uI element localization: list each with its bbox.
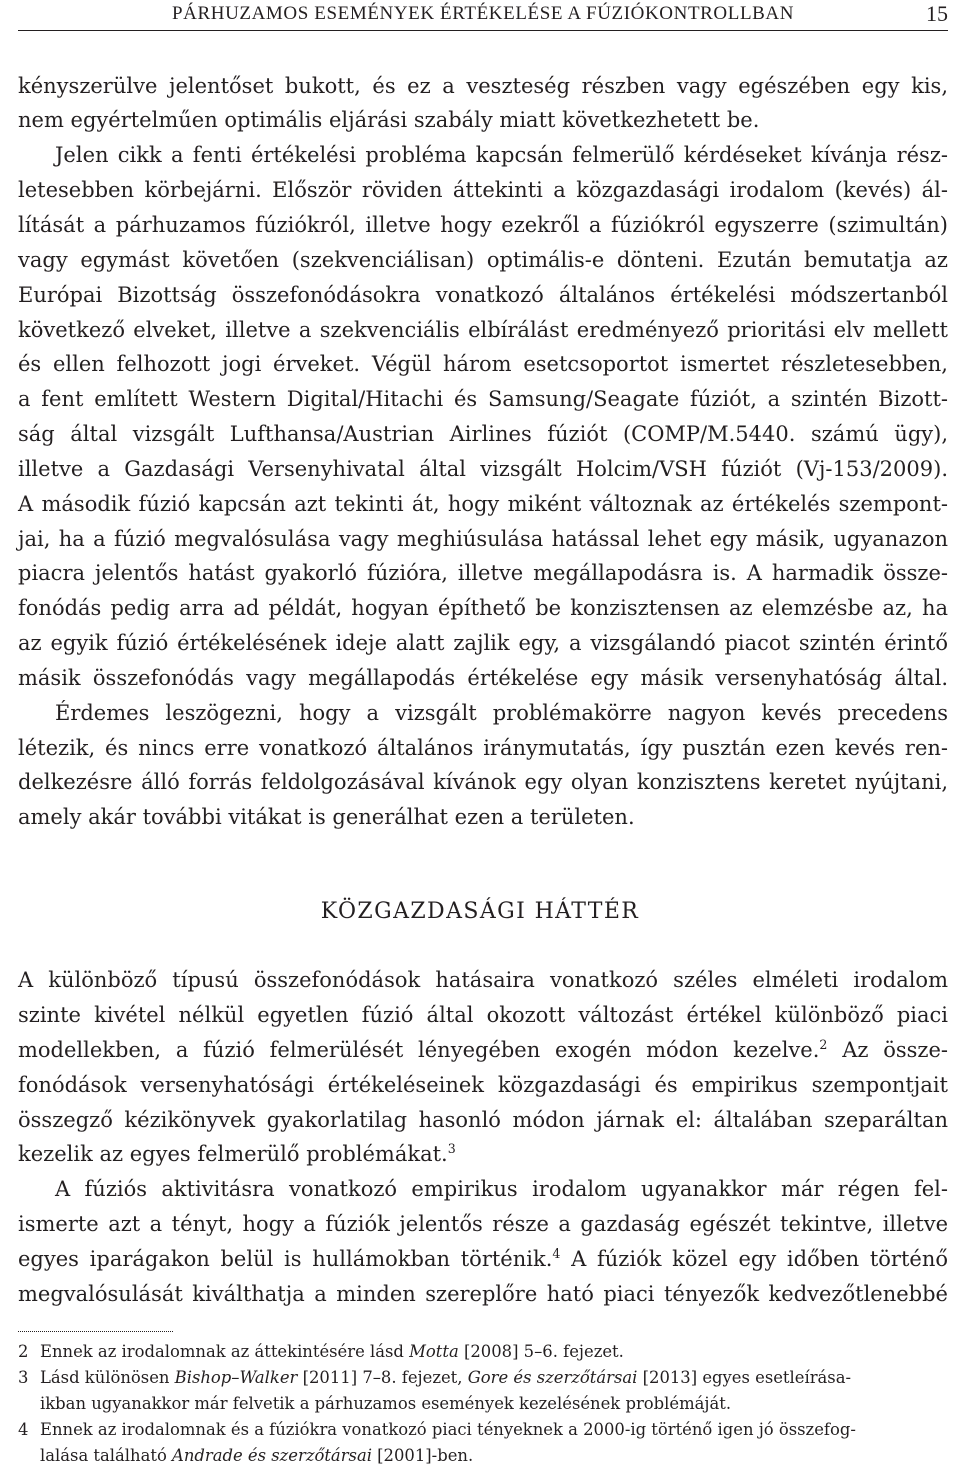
footnote-ref: 4 xyxy=(552,1246,561,1261)
text-line xyxy=(18,1037,948,1062)
footnote-ref: 3 xyxy=(447,1141,456,1156)
footnote-number: 2 xyxy=(18,1342,29,1361)
footnote-author: Motta xyxy=(409,1342,459,1361)
text-line: létezik, és nincs erre vonatkozó általános iránymutatás, így pusztán ezen kevés ren- xyxy=(18,736,948,760)
text-line: következő elveket, illetve a szekvenciális elbírálást eredményező prioritási elv mellett xyxy=(18,318,948,342)
footnote-author: Andrade és szerzőtársai xyxy=(172,1446,372,1465)
text-line: ismerte azt a tényt, hogy a fúziók jelentős része a gazdaság egészét tekintve, illetve xyxy=(18,1212,948,1236)
text-segment: Az össze- xyxy=(827,1038,948,1062)
text-segment: egyes iparágakon belül is hullámokban történik. xyxy=(18,1247,553,1271)
text-line: lítását a párhuzamos fúziókról, illetve hogy ezekről a fúziókról egyszerre (szimultán) xyxy=(18,213,948,237)
text-line: összegző kézikönyvek gyakorlatilag hasonló módon járnak el: általában szeparáltan xyxy=(18,1108,948,1132)
text-line: A második fúzió kapcsán azt tekinti át, hogy miként változnak az értékelés szempont- xyxy=(18,492,948,516)
text-line: jai, ha a fúzió megvalósulása vagy meghiúsulása hatással lehet egy másik, ugyanazon xyxy=(18,527,948,551)
text-line: ság által vizsgált Lufthansa/Austrian Airlines fúziót (COMP/M.5440. számú ügy), xyxy=(18,422,948,446)
text-line xyxy=(18,1246,948,1271)
text-line: illetve a Gazdasági Versenyhivatal által vizsgált Holcim/VSH fúziót (Vj-153/2009). xyxy=(18,457,948,481)
running-header xyxy=(18,0,948,31)
footnote-author: Bishop–Walker xyxy=(174,1368,298,1387)
footnote xyxy=(18,1370,948,1386)
footnote-separator xyxy=(18,1331,173,1332)
text-segment: A fúziók közel egy időben történő xyxy=(560,1247,948,1271)
text-line: delkezésre álló forrás feldolgozásával kívánok egy olyan konzisztens keretet nyújtani, xyxy=(18,770,948,794)
text-line xyxy=(18,1141,948,1166)
text-line: letesebben körbejárni. Először röviden áttekinti a közgazdasági irodalom (kevés) ál- xyxy=(18,178,948,202)
text-segment: modellekben, a fúzió felmerülését lényegében exogén módon kezelve. xyxy=(18,1038,820,1062)
text-line: vagy egymást követően (szekvenciálisan) optimális-e dönteni. Ezután bemutatja az xyxy=(18,248,948,272)
footnote-text: lalása található xyxy=(40,1446,173,1465)
text-line: amely akár további vitákat is generálhat ezen a területen. xyxy=(18,805,635,829)
text-line: fonódás pedig arra ad példát, hogyan építhető be konzisztensen az elemzésbe az, ha xyxy=(18,596,948,620)
footnote-ref: 2 xyxy=(819,1037,828,1052)
text-line: piacra jelentős hatást gyakorló fúzióra, illetve megállapodásra is. A harmadik össze- xyxy=(18,561,948,585)
section-heading: KÖZGAZDASÁGI HÁTTÉR xyxy=(320,899,640,924)
text-line: és ellen felhozott jogi érveket. Végül három esetcsoportot ismertet részletesebben, xyxy=(18,352,948,376)
footnote-text: [2001]-ben. xyxy=(371,1446,474,1465)
footnote xyxy=(18,1344,948,1360)
text-segment: kezelik az egyes felmerülő problémákat. xyxy=(18,1142,448,1166)
text-line: Európai Bizottság összefonódásokra vonatkozó általános értékelési módszertanból xyxy=(18,283,948,307)
text-line: másik összefonódás vagy megállapodás értékelése egy másik versenyhatóság által. xyxy=(18,666,948,690)
running-title: PÁRHUZAMOS ESEMÉNYEK ÉRTÉKELÉSE A FÚZIÓKONTROLLBAN xyxy=(172,3,795,24)
text-line: Jelen cikk a fenti értékelési probléma kapcsán felmerülő kérdéseket kívánja rész- xyxy=(55,143,948,167)
footnote-number: 4 xyxy=(18,1420,29,1439)
footnote-continuation xyxy=(40,1448,960,1464)
text-line: fonódások versenyhatósági értékeléseinek közgazdasági és empirikus szempontjait xyxy=(18,1073,948,1097)
text-line: nem egyértelműen optimális eljárási szabály miatt következhetett be. xyxy=(18,108,760,132)
text-line: a fent említett Western Digital/Hitachi és Samsung/Seagate fúziót, a szintén Bizott- xyxy=(18,387,948,411)
footnote-continuation: ikban ugyanakkor már felvetik a párhuzamos események kezelésének problémáját. xyxy=(40,1394,732,1413)
footnote-number: 3 xyxy=(18,1368,29,1387)
footnote-text: Ennek az irodalomnak és a fúziókra vonatkozó piaci tényeknek a 2000-ig történő igen jó összefog- xyxy=(40,1420,856,1439)
footnote-text: [2013] egyes esetleírása- xyxy=(637,1368,852,1387)
text-line: A fúziós aktivitásra vonatkozó empirikus irodalom ugyanakkor már régen fel- xyxy=(55,1177,948,1201)
footnote-text: Ennek az irodalomnak az áttekintésére lásd xyxy=(40,1342,410,1361)
page-number: 15 xyxy=(926,1,948,26)
footnote-author: Gore és szerzőtársai xyxy=(467,1368,638,1387)
footnote-text: [2008] 5–6. fejezet. xyxy=(458,1342,624,1361)
footnote-text: [2011] 7–8. fejezet, xyxy=(297,1368,468,1387)
text-line: szinte kivétel nélkül egyetlen fúzió által okozott változást értékel különböző piaci xyxy=(18,1003,948,1027)
text-line: A különböző típusú összefonódások hatásaira vonatkozó széles elméleti irodalom xyxy=(18,968,948,992)
text-line: kényszerülve jelentőset bukott, és ez a veszteség részben vagy egészében egy kis, xyxy=(18,74,948,98)
footnote xyxy=(18,1422,948,1438)
footnote-text: Lásd különösen xyxy=(40,1368,175,1387)
text-line: megvalósulását kiválthatja a minden szereplőre ható piaci tényezők kedvezőtlenebbé xyxy=(18,1282,948,1306)
text-line: Érdemes leszögezni, hogy a vizsgált problémakörre nagyon kevés precedens xyxy=(55,701,948,725)
text-line: az egyik fúzió értékelésének ideje alatt zajlik egy, a vizsgálandó piacot szintén érintő xyxy=(18,631,948,655)
